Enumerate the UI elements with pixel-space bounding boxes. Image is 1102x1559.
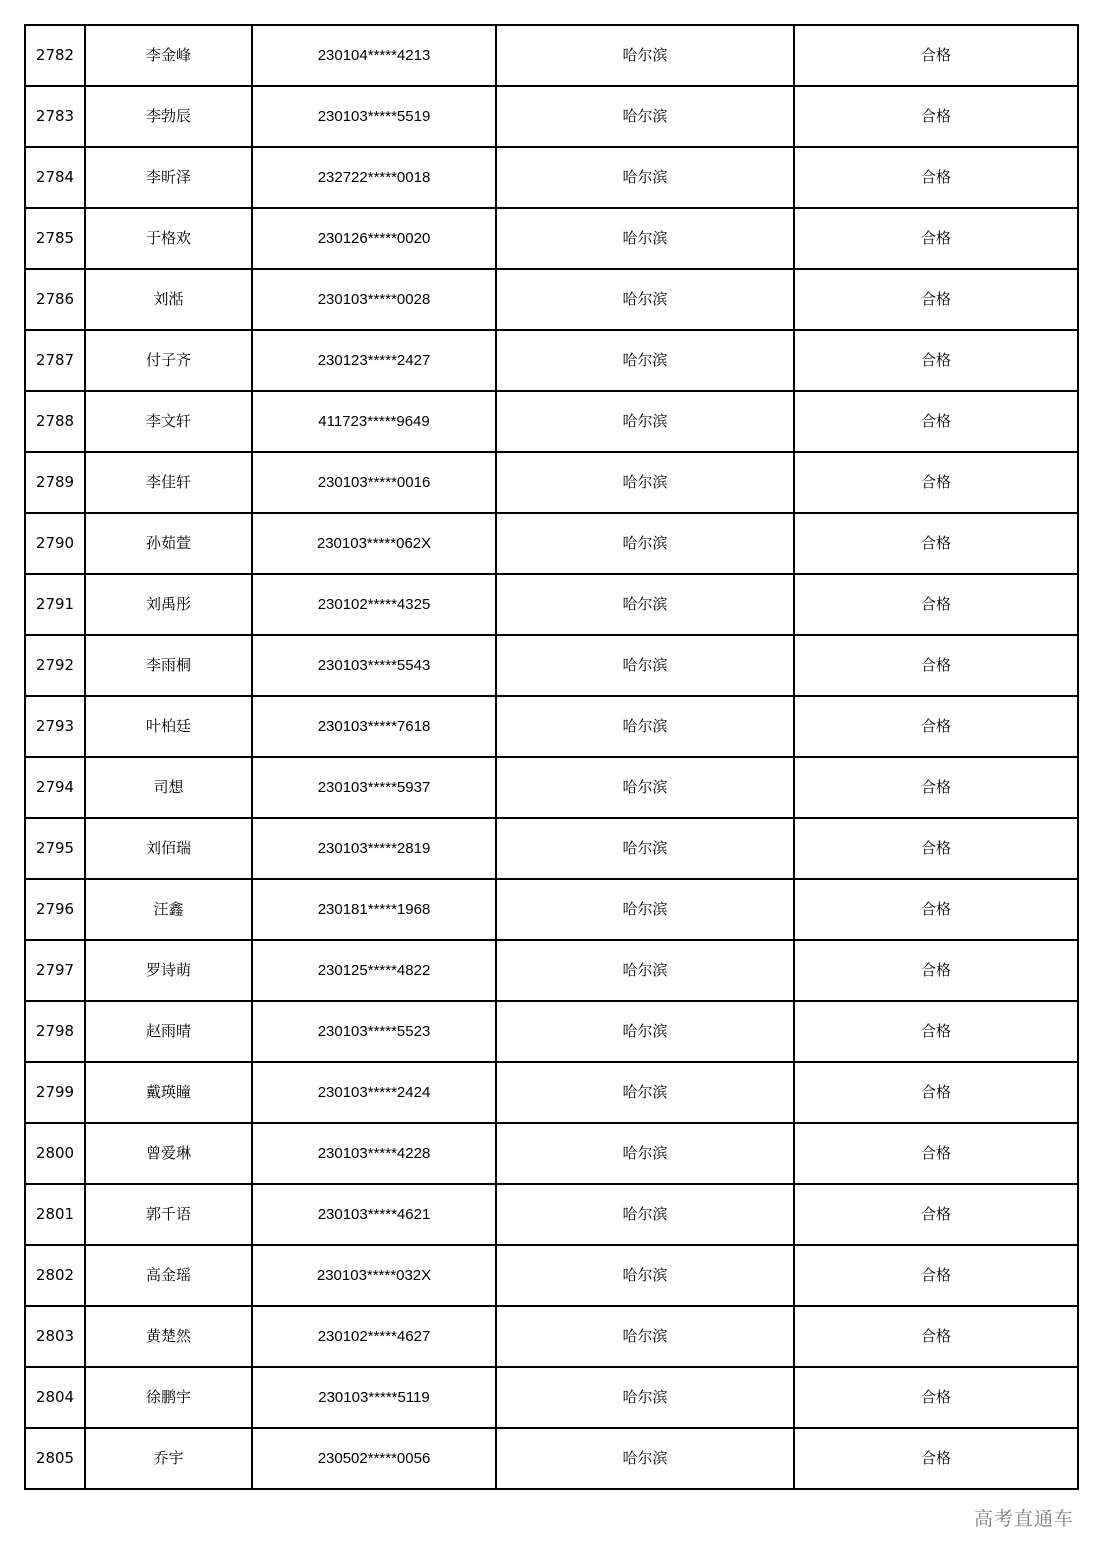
- result-status: 合格: [794, 1428, 1078, 1489]
- city-name: 哈尔滨: [496, 391, 794, 452]
- person-name: 乔宇: [85, 1428, 252, 1489]
- table-row: [25, 635, 1078, 696]
- city-name: 哈尔滨: [496, 147, 794, 208]
- result-status: 合格: [794, 1367, 1078, 1428]
- person-name: 李文轩: [85, 391, 252, 452]
- masked-id-number: 230103*****032X: [252, 1245, 496, 1306]
- person-name: 刘湉: [85, 269, 252, 330]
- row-number: 2790: [25, 513, 85, 574]
- masked-id-number: 230181*****1968: [252, 879, 496, 940]
- row-number: 2789: [25, 452, 85, 513]
- row-number: 2794: [25, 757, 85, 818]
- masked-id-number: 230123*****2427: [252, 330, 496, 391]
- masked-id-number: 230103*****5119: [252, 1367, 496, 1428]
- person-name: 曾爱琳: [85, 1123, 252, 1184]
- masked-id-number: 230103*****5543: [252, 635, 496, 696]
- table-row: [25, 208, 1078, 269]
- result-status: 合格: [794, 940, 1078, 1001]
- masked-id-number: 230102*****4627: [252, 1306, 496, 1367]
- city-name: 哈尔滨: [496, 513, 794, 574]
- result-status: 合格: [794, 513, 1078, 574]
- city-name: 哈尔滨: [496, 330, 794, 391]
- person-name: 李雨桐: [85, 635, 252, 696]
- table-row: [25, 1062, 1078, 1123]
- masked-id-number: 230102*****4325: [252, 574, 496, 635]
- person-name: 付子齐: [85, 330, 252, 391]
- result-status: 合格: [794, 147, 1078, 208]
- masked-id-number: 230103*****4228: [252, 1123, 496, 1184]
- masked-id-number: 230502*****0056: [252, 1428, 496, 1489]
- result-status: 合格: [794, 25, 1078, 86]
- table-row: [25, 1306, 1078, 1367]
- row-number: 2786: [25, 269, 85, 330]
- masked-id-number: 232722*****0018: [252, 147, 496, 208]
- table-row: [25, 1184, 1078, 1245]
- city-name: 哈尔滨: [496, 1184, 794, 1245]
- city-name: 哈尔滨: [496, 25, 794, 86]
- city-name: 哈尔滨: [496, 574, 794, 635]
- masked-id-number: 230103*****4621: [252, 1184, 496, 1245]
- row-number: 2796: [25, 879, 85, 940]
- row-number: 2784: [25, 147, 85, 208]
- result-status: 合格: [794, 574, 1078, 635]
- city-name: 哈尔滨: [496, 452, 794, 513]
- city-name: 哈尔滨: [496, 1367, 794, 1428]
- table-row: [25, 1123, 1078, 1184]
- table-row: [25, 574, 1078, 635]
- person-name: 李昕泽: [85, 147, 252, 208]
- person-name: 罗诗萌: [85, 940, 252, 1001]
- row-number: 2800: [25, 1123, 85, 1184]
- masked-id-number: 230103*****2424: [252, 1062, 496, 1123]
- person-name: 刘禹彤: [85, 574, 252, 635]
- masked-id-number: 230126*****0020: [252, 208, 496, 269]
- person-name: 赵雨晴: [85, 1001, 252, 1062]
- city-name: 哈尔滨: [496, 757, 794, 818]
- masked-id-number: 230103*****0028: [252, 269, 496, 330]
- row-number: 2798: [25, 1001, 85, 1062]
- row-number: 2782: [25, 25, 85, 86]
- person-name: 司想: [85, 757, 252, 818]
- row-number: 2801: [25, 1184, 85, 1245]
- results-table-body: [25, 25, 1078, 1489]
- city-name: 哈尔滨: [496, 1123, 794, 1184]
- city-name: 哈尔滨: [496, 269, 794, 330]
- table-row: [25, 513, 1078, 574]
- results-table: [24, 24, 1079, 1490]
- table-row: [25, 452, 1078, 513]
- result-status: 合格: [794, 635, 1078, 696]
- result-status: 合格: [794, 818, 1078, 879]
- masked-id-number: 230103*****2819: [252, 818, 496, 879]
- masked-id-number: 230103*****5519: [252, 86, 496, 147]
- row-number: 2792: [25, 635, 85, 696]
- result-status: 合格: [794, 1306, 1078, 1367]
- watermark: 高考直通车: [973, 1508, 1074, 1530]
- table-row: [25, 269, 1078, 330]
- result-status: 合格: [794, 1001, 1078, 1062]
- city-name: 哈尔滨: [496, 1001, 794, 1062]
- result-status: 合格: [794, 879, 1078, 940]
- city-name: 哈尔滨: [496, 1062, 794, 1123]
- city-name: 哈尔滨: [496, 940, 794, 1001]
- city-name: 哈尔滨: [496, 208, 794, 269]
- result-status: 合格: [794, 1062, 1078, 1123]
- result-status: 合格: [794, 86, 1078, 147]
- table-row: [25, 1428, 1078, 1489]
- city-name: 哈尔滨: [496, 86, 794, 147]
- city-name: 哈尔滨: [496, 1306, 794, 1367]
- row-number: 2793: [25, 696, 85, 757]
- masked-id-number: 230104*****4213: [252, 25, 496, 86]
- row-number: 2791: [25, 574, 85, 635]
- result-status: 合格: [794, 696, 1078, 757]
- row-number: 2795: [25, 818, 85, 879]
- person-name: 李勃辰: [85, 86, 252, 147]
- table-row: [25, 330, 1078, 391]
- row-number: 2785: [25, 208, 85, 269]
- city-name: 哈尔滨: [496, 879, 794, 940]
- row-number: 2805: [25, 1428, 85, 1489]
- city-name: 哈尔滨: [496, 696, 794, 757]
- table-row: [25, 696, 1078, 757]
- person-name: 戴瑛瞳: [85, 1062, 252, 1123]
- person-name: 徐鹏宇: [85, 1367, 252, 1428]
- table-row: [25, 940, 1078, 1001]
- row-number: 2787: [25, 330, 85, 391]
- result-status: 合格: [794, 1184, 1078, 1245]
- result-status: 合格: [794, 757, 1078, 818]
- masked-id-number: 230103*****062X: [252, 513, 496, 574]
- result-status: 合格: [794, 1123, 1078, 1184]
- table-row: [25, 879, 1078, 940]
- person-name: 李金峰: [85, 25, 252, 86]
- masked-id-number: 230103*****5937: [252, 757, 496, 818]
- city-name: 哈尔滨: [496, 1245, 794, 1306]
- city-name: 哈尔滨: [496, 818, 794, 879]
- result-status: 合格: [794, 391, 1078, 452]
- person-name: 孙茹萱: [85, 513, 252, 574]
- row-number: 2797: [25, 940, 85, 1001]
- city-name: 哈尔滨: [496, 1428, 794, 1489]
- table-row: [25, 86, 1078, 147]
- row-number: 2788: [25, 391, 85, 452]
- masked-id-number: 230103*****0016: [252, 452, 496, 513]
- row-number: 2804: [25, 1367, 85, 1428]
- row-number: 2802: [25, 1245, 85, 1306]
- masked-id-number: 230103*****5523: [252, 1001, 496, 1062]
- person-name: 郭千语: [85, 1184, 252, 1245]
- table-row: [25, 25, 1078, 86]
- result-status: 合格: [794, 269, 1078, 330]
- result-status: 合格: [794, 1245, 1078, 1306]
- result-status: 合格: [794, 330, 1078, 391]
- masked-id-number: 411723*****9649: [252, 391, 496, 452]
- table-row: [25, 1001, 1078, 1062]
- person-name: 叶柏廷: [85, 696, 252, 757]
- result-status: 合格: [794, 208, 1078, 269]
- masked-id-number: 230103*****7618: [252, 696, 496, 757]
- person-name: 黄楚然: [85, 1306, 252, 1367]
- table-row: [25, 1245, 1078, 1306]
- row-number: 2799: [25, 1062, 85, 1123]
- masked-id-number: 230125*****4822: [252, 940, 496, 1001]
- person-name: 于格欢: [85, 208, 252, 269]
- person-name: 汪鑫: [85, 879, 252, 940]
- person-name: 李佳轩: [85, 452, 252, 513]
- row-number: 2783: [25, 86, 85, 147]
- city-name: 哈尔滨: [496, 635, 794, 696]
- person-name: 高金瑶: [85, 1245, 252, 1306]
- table-row: [25, 818, 1078, 879]
- table-row: [25, 391, 1078, 452]
- result-status: 合格: [794, 452, 1078, 513]
- table-row: [25, 757, 1078, 818]
- person-name: 刘佰瑞: [85, 818, 252, 879]
- table-row: [25, 147, 1078, 208]
- row-number: 2803: [25, 1306, 85, 1367]
- table-row: [25, 1367, 1078, 1428]
